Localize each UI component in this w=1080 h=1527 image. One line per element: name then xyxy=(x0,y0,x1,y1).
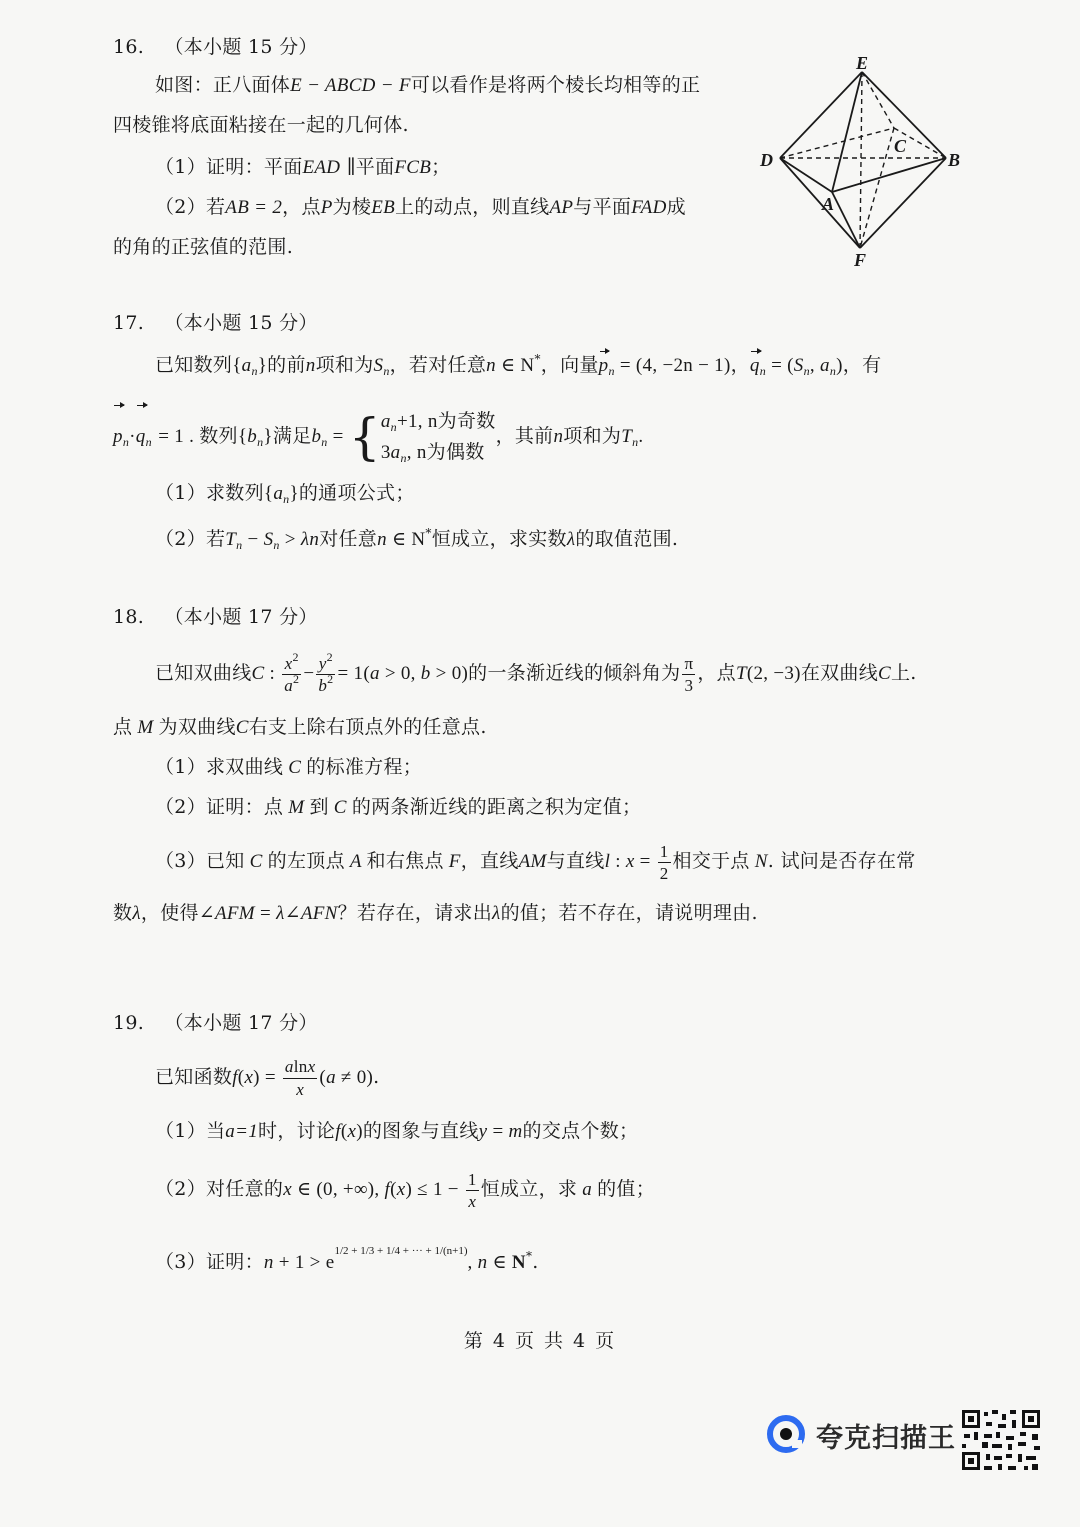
q17-number: 17. xyxy=(113,312,145,334)
q16-math: EAD xyxy=(302,157,341,178)
q17-text: 满足 xyxy=(272,425,312,447)
label-D: D xyxy=(760,150,773,170)
axis-EF xyxy=(860,72,862,248)
q18-text: 的一条渐近线的倾斜角为 xyxy=(468,662,681,684)
q17-vector-p-value: (4, −2n − 1) xyxy=(635,355,731,376)
q16-math: FAD xyxy=(631,197,667,218)
q19-text: （3）证明： xyxy=(155,1251,264,1273)
q17-text: 对任意 xyxy=(319,528,378,550)
q18-part3: （3）已知 C 的左顶点 A 和右焦点 F，直线AM与直线l : x = $\frac{1}{2}$ 相交于点 N. 试问是否存在常 xyxy=(155,841,916,883)
q16-text: 如图：正八面体 xyxy=(155,74,291,96)
q18-text: （2）证明：点 xyxy=(155,796,284,818)
q17-text: 的通项公式； xyxy=(298,482,415,504)
q16-math: AB = 2 xyxy=(225,197,283,218)
label-A: A xyxy=(822,194,835,214)
q18-line1: 已知双曲线C : $\frac{x^2}{a^2}$ − $\frac{y^2}{b^2}$ = 1(a > 0, b > 0)的一条渐近线的倾斜角为 $\frac{\pi}{3}$ ，点T(2, −3)在双曲线C上. xyxy=(155,649,917,695)
q18-text: . 试问是否存在常 xyxy=(767,850,916,872)
q18-text: （1）求双曲线 xyxy=(155,756,284,778)
q17-part1: （1）求数列$\{a_n\}$的通项公式； xyxy=(155,482,415,506)
q16-text: 与平面 xyxy=(573,196,632,218)
q16-text: 可以看作是将两个棱长均相等的正 xyxy=(410,74,701,96)
q16-text: ，点 xyxy=(282,196,321,218)
q18-line2: 点 M 为双曲线C右支上除右顶点外的任意点. xyxy=(113,716,487,738)
quark-logo-icon xyxy=(766,1414,806,1454)
q16-header xyxy=(113,34,318,60)
q18-text: 与直线 xyxy=(546,850,605,872)
q17-score: （本小题 15 分） xyxy=(164,312,318,334)
q16-number: 16. xyxy=(113,36,145,58)
q18-text: ，直线 xyxy=(460,850,519,872)
edge-ED xyxy=(780,72,862,158)
q17-text: 的取值范围. xyxy=(575,528,679,550)
q19-part2: （2）对任意的x ∈ (0, +∞), f(x) ≤ 1 − $\frac{1}{x}$ 恒成立，求 a 的值； xyxy=(155,1169,656,1211)
q18-header xyxy=(113,604,318,630)
q17-part2: （2）若$T_n - S_n > \lambda n$对任意n ∈ N*恒成立，求实数λ的取值范围. xyxy=(155,526,679,552)
edge-DF xyxy=(780,158,860,248)
q17-case-odd: +1, n为奇数 xyxy=(396,411,496,432)
q18-text: 的标准方程； xyxy=(306,756,423,778)
q16-text: 成 xyxy=(666,196,686,218)
q19-text: 的图象与直线 xyxy=(362,1120,479,1142)
q18-text: 的两条渐近线的距离之积为定值； xyxy=(351,796,642,818)
q17-text: 已知数列 xyxy=(155,354,233,376)
q18-text: 和右焦点 xyxy=(366,850,444,872)
q16-math: FCB xyxy=(394,157,432,178)
q17-text: 的前 xyxy=(267,354,306,376)
q19-text: 恒成立，求 xyxy=(480,1178,578,1200)
label-E: E xyxy=(856,53,869,73)
octahedron-figure xyxy=(752,52,974,274)
q19-part3: （3）证明：$n + 1 > e^{1/2 + 1/3 + 1/4 + \cdot\cdot\cdot + 1/(n+1)}$, n ∈ N*. xyxy=(155,1245,539,1273)
q19-text: （1）当 xyxy=(155,1120,226,1142)
q19-text: . xyxy=(373,1066,380,1088)
q16-score: （本小题 15 分） xyxy=(164,36,318,58)
edge-EA xyxy=(832,72,862,192)
q19-text: 时，讨论 xyxy=(258,1120,336,1142)
q19-header xyxy=(113,1010,318,1036)
q17-header xyxy=(113,310,318,336)
q17-line2: $p_n\cdot q_n = 1$ . 数列$\{b_n\}$满足$b_n$ = { $a_n+1$, n为奇数 $3a_n$, n为偶数 ，其前n项和为$T_n$. xyxy=(113,408,644,466)
label-F: F xyxy=(854,250,867,270)
label-B: B xyxy=(948,150,961,170)
q16-line2: 四棱锥将底面粘接在一起的几何体. xyxy=(113,114,409,136)
q18-text: 上. xyxy=(891,662,917,684)
q18-text: ，点 xyxy=(697,662,736,684)
q17-text: ，向量 xyxy=(540,354,599,376)
q19-math: a=1 xyxy=(225,1121,259,1142)
q18-text: 相交于点 xyxy=(672,850,750,872)
q18-text: ？若存在，请求出 xyxy=(337,902,493,924)
page-footer: 第 4 页 共 4 页 xyxy=(463,1330,617,1352)
q18-text: 的左顶点 xyxy=(267,850,345,872)
q17-text: ，有 xyxy=(842,354,882,376)
q19-text: . xyxy=(532,1251,539,1273)
q16-part2 xyxy=(155,194,686,221)
q18-text: 右支上除右顶点外的任意点. xyxy=(248,716,487,738)
q17-text: 项和为 xyxy=(315,354,374,376)
q18-text: ，使得 xyxy=(140,902,199,924)
q18-number: 18. xyxy=(113,606,145,628)
q17-line1: 已知数列$\{a_n\}$的前n项和为$S_n$，若对任意n ∈ N*，向量$p_n = (4$, −2n − 1)，$q_n = (S_n$, $a_n$)，有 xyxy=(155,352,882,378)
q16-part2-line2: 的角的正弦值的范围. xyxy=(113,236,294,258)
brand-text: 夸克扫描王 xyxy=(816,1423,956,1454)
q17-text: ，其前 xyxy=(495,425,554,447)
label-C: C xyxy=(894,136,907,156)
q18-text: 在双曲线 xyxy=(800,662,879,684)
q18-text: 为双曲线 xyxy=(158,716,236,738)
q17-case-even: , n为偶数 xyxy=(406,442,485,463)
q17-text: ， xyxy=(730,354,750,376)
q16-text: 上的动点，则直线 xyxy=(395,196,550,218)
q19-text: 的值； xyxy=(597,1178,656,1200)
q16-text: ∥平面 xyxy=(346,156,395,178)
edge-DC xyxy=(780,128,894,158)
q16-text: （1）证明：平面 xyxy=(155,156,303,178)
q17-text: = 1 . 数列 xyxy=(158,426,238,447)
q18-text: 的值；若不存在，请说明理由. xyxy=(500,902,758,924)
q19-exponent: 1/2 + 1/3 + 1/4 + ··· + 1/(n+1) xyxy=(334,1245,468,1257)
q17-text: （2）若 xyxy=(155,528,226,550)
q17-text: ，若对任意 xyxy=(389,354,487,376)
q16-line1 xyxy=(155,72,700,99)
q18-score: （本小题 17 分） xyxy=(164,606,318,628)
q19-number: 19. xyxy=(113,1012,145,1034)
q17-text: 恒成立，求实数 xyxy=(431,528,567,550)
q16-part1 xyxy=(155,154,450,181)
q16-text: ； xyxy=(431,156,451,178)
q19-line1: 已知函数f(x) = $\frac{alnx}{x}$ (a ≠ 0). xyxy=(155,1057,380,1099)
q16-math-octahedron: E − ABCD − F xyxy=(290,75,411,96)
q18-text: 已知双曲线 xyxy=(155,662,252,684)
q16-math: EB xyxy=(371,197,396,218)
q19-score: （本小题 17 分） xyxy=(164,1012,318,1034)
q17-piecewise: { $a_n+1$, n为奇数 $3a_n$, n为偶数 xyxy=(348,408,496,466)
q18-part3-line2: 数λ，使得∠AFM = λ∠AFN？若存在，请求出λ的值；若不存在，请说明理由. xyxy=(113,902,758,924)
q19-text: 的交点个数； xyxy=(522,1120,639,1142)
q18-text: （3）已知 xyxy=(155,850,245,872)
q18-text: 到 xyxy=(309,796,329,818)
q16-text: 为棱 xyxy=(332,196,372,218)
q18-part1: （1）求双曲线 C 的标准方程； xyxy=(155,756,423,778)
q19-part1: （1）当a=1时，讨论f(x)的图象与直线y = m的交点个数； xyxy=(155,1120,639,1142)
q16-math: AP xyxy=(549,197,574,218)
q18-part2: （2）证明：点 M 到 C 的两条渐近线的距离之积为定值； xyxy=(155,796,642,818)
q16-math: P xyxy=(320,197,333,218)
q18-text: 点 xyxy=(113,716,133,738)
q19-text: 已知函数 xyxy=(155,1066,233,1088)
q18-text: 数 xyxy=(113,902,133,924)
q19-text: （2）对任意的 xyxy=(155,1178,284,1200)
q17-text: 项和为 xyxy=(563,425,622,447)
qr-code-icon xyxy=(960,1408,1042,1474)
q17-text: （1）求数列 xyxy=(155,482,264,504)
q16-text: （2）若 xyxy=(155,196,226,218)
